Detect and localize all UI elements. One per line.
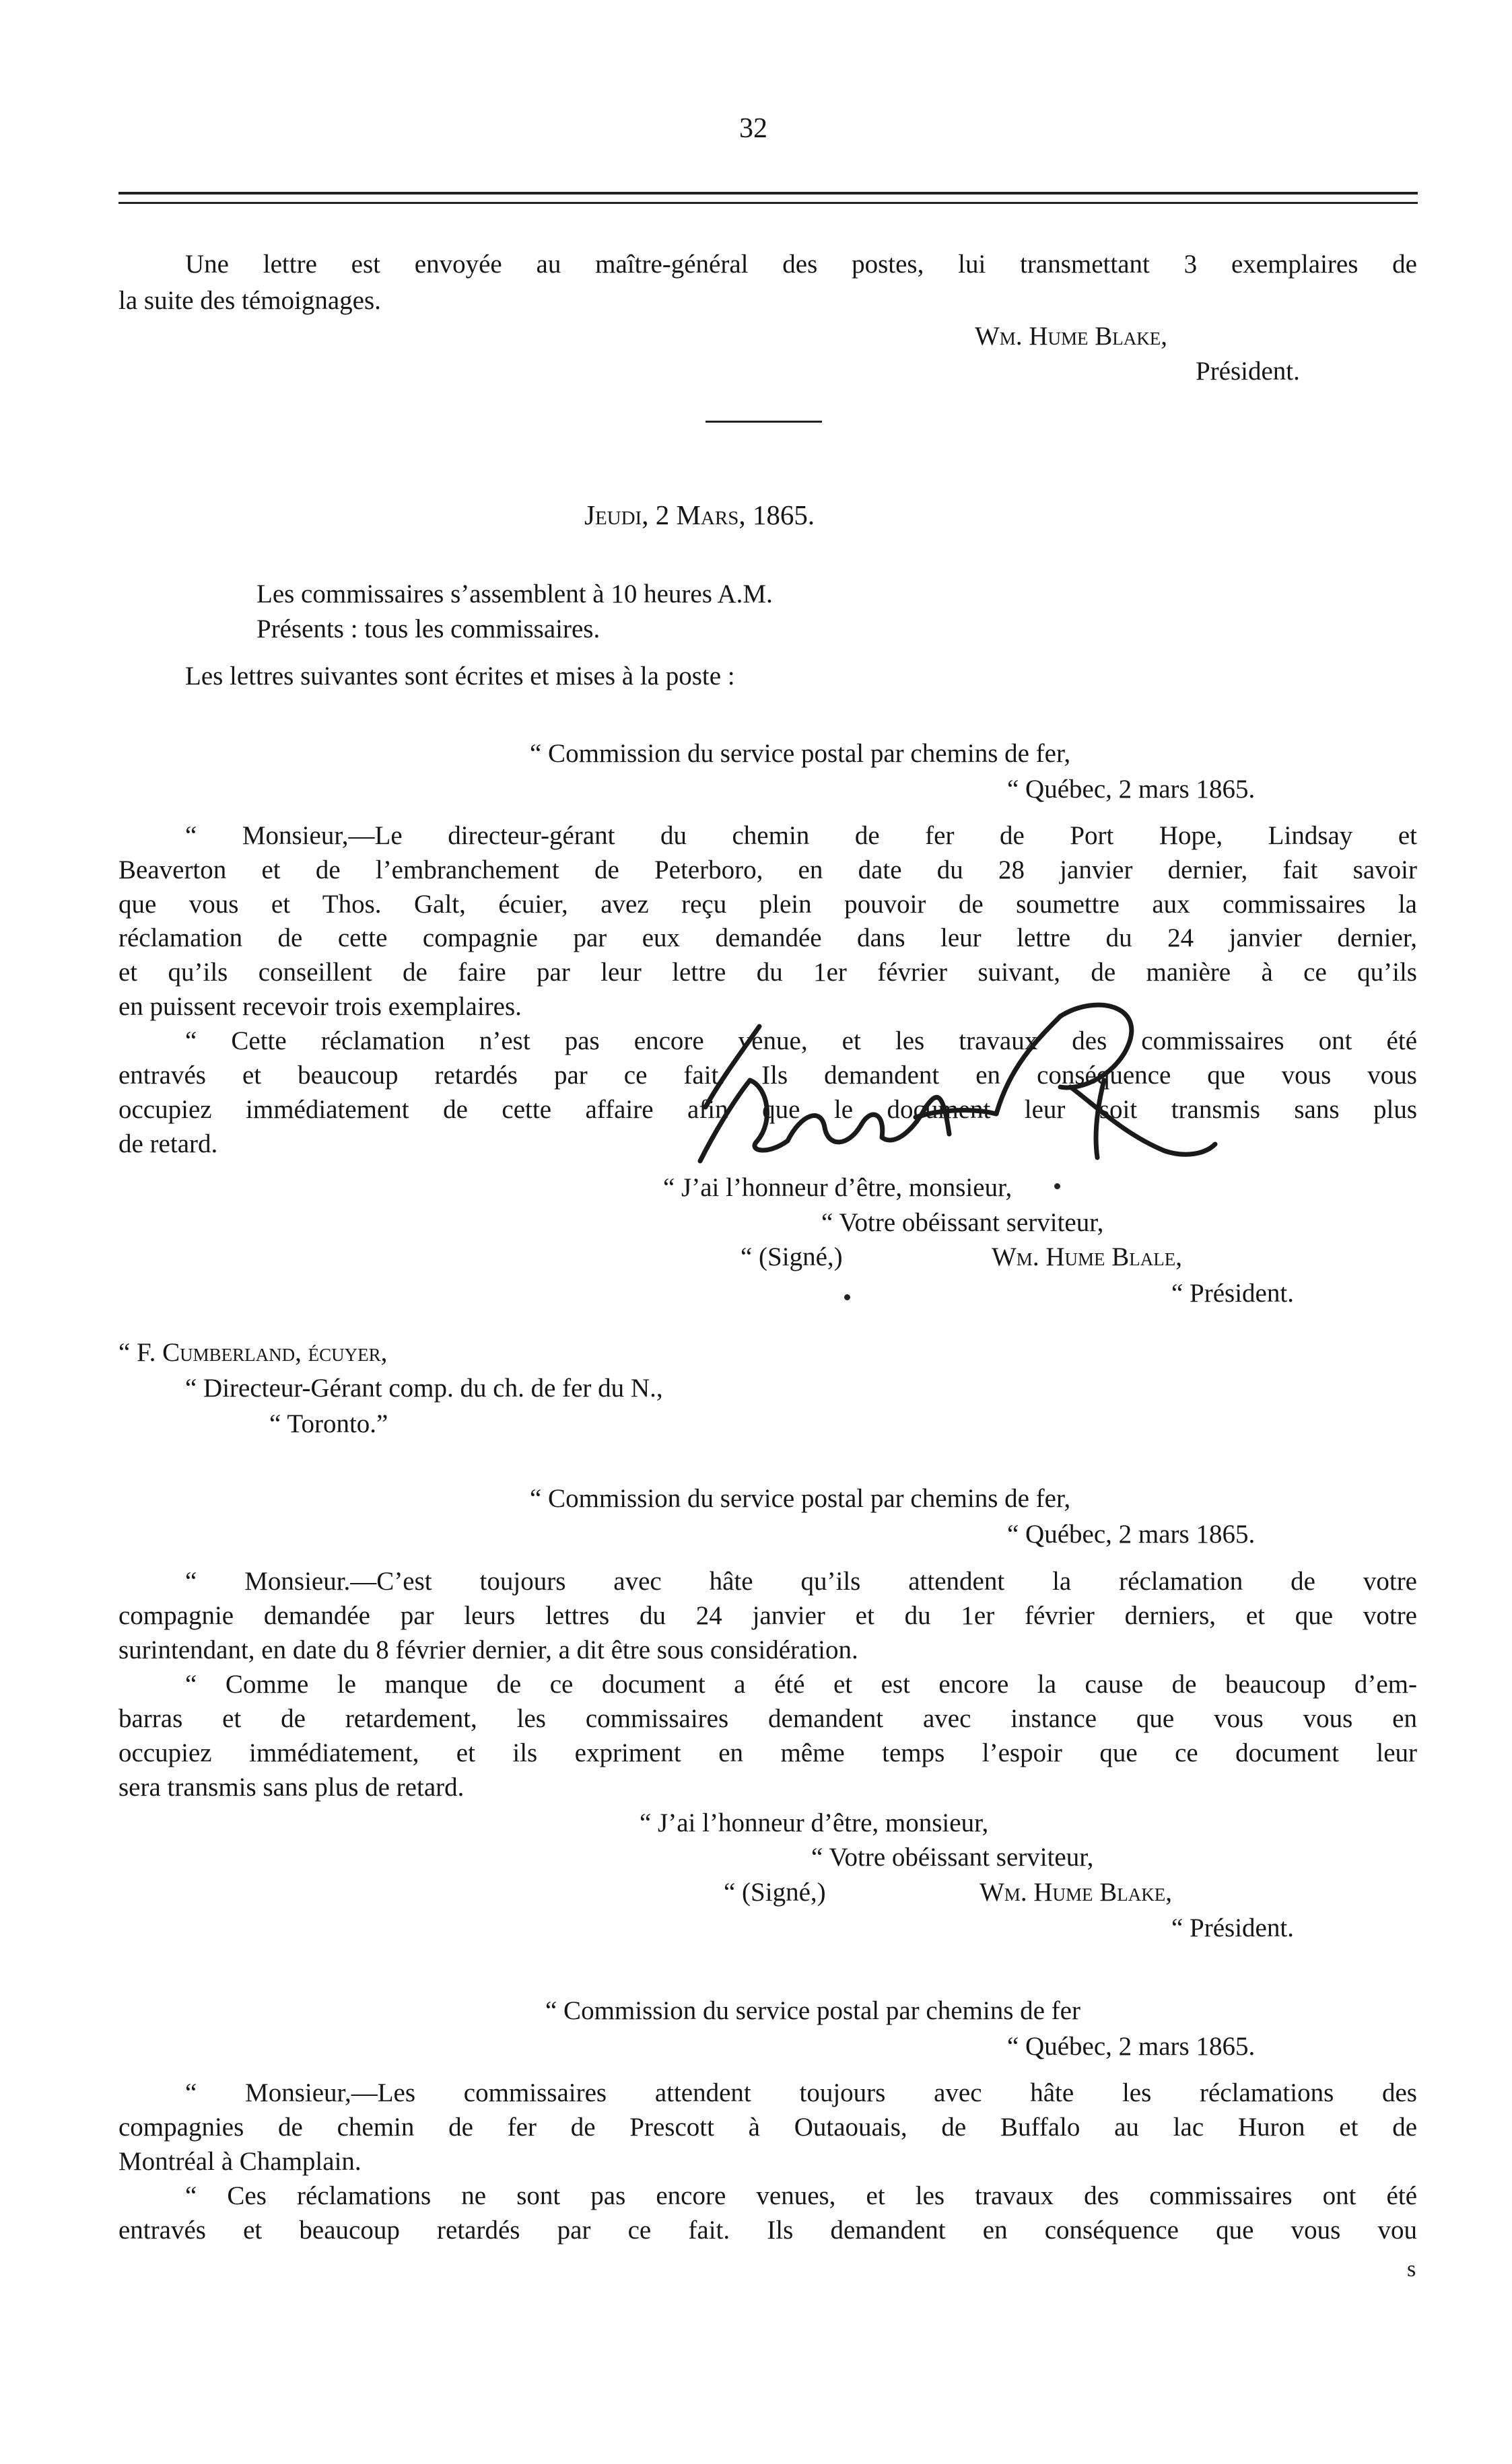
session-date-heading: Jeudi, 2 Mars, 1865. [584, 499, 815, 530]
letter-header: “ Commission du service postal par chemins de fer, [530, 1484, 1071, 1513]
letter-body-line: entravés et beaucoup retardés par ce fait. Ils demandent en conséquence que vous vous [118, 1061, 1417, 1090]
letter-body-line: barras et de retardement, les commissaires demandent avec instance que vous vous en [118, 1704, 1417, 1733]
letter-header: “ Commission du service postal par chemins de fer [545, 1996, 1080, 2025]
letter-body-line: que vous et Thos. Galt, écuier, avez reçu plein pouvoir de soumettre aux commissaires la [118, 890, 1417, 919]
letter-body-line: “ Comme le manque de ce document a été et est encore la cause de beaucoup d’em- [185, 1670, 1417, 1699]
session-line: Les lettres suivantes sont écrites et mises à la poste : [185, 662, 735, 691]
letter-body-line: “ Monsieur,—Le directeur-gérant du chemin de fer de Port Hope, Lindsay et [185, 821, 1417, 850]
top-note-role: Président. [1196, 357, 1300, 386]
letter-signer: Wm. Hume Blake, [980, 1878, 1172, 1907]
top-note-line: Une lettre est envoyée au maître-général des postes, lui transmettant 3 exemplaires de [185, 250, 1417, 279]
page-number: 32 [739, 113, 767, 144]
letter-closing: “ Votre obéissant serviteur, [821, 1208, 1104, 1237]
letter-body-line: de retard. [118, 1129, 218, 1158]
ink-speck [844, 1294, 850, 1300]
top-note-signer: Wm. Hume Blake, [975, 322, 1167, 351]
catchword: s [1407, 2257, 1416, 2282]
letter-body-line: surintendant, en date du 8 février dernier, a dit être sous considération. [118, 1635, 858, 1664]
address-line: “ F. Cumberland, écuyer, [118, 1338, 388, 1367]
letter-body-line: entravés et beaucoup retardés par ce fait. Ils demandent en conséquence que vous vou [118, 2216, 1417, 2245]
letter-body-line: en puissent recevoir trois exemplaires. [118, 992, 522, 1021]
letter-signer: Wm. Hume Blale, [992, 1242, 1182, 1271]
header-rule-top [118, 192, 1418, 195]
address-line: “ Toronto.” [269, 1409, 388, 1438]
letter-role: “ Président. [1171, 1913, 1294, 1942]
session-line: Présents : tous les commissaires. [256, 614, 600, 643]
address-line: “ Directeur-Gérant comp. du ch. de fer du N., [185, 1374, 663, 1403]
letter-body-line: réclamation de cette compagnie par eux demandée dans leur lettre du 24 janvier dernier, [118, 923, 1417, 952]
letter-closing: “ Votre obéissant serviteur, [811, 1843, 1094, 1872]
letter-role: “ Président. [1171, 1279, 1294, 1308]
letter-body-line: occupiez immédiatement de cette affaire afin que le document leur soit transmis sans plus [118, 1095, 1417, 1124]
letter-body-line: “ Cette réclamation n’est pas encore venue, et les travaux des commissaires ont été [185, 1026, 1417, 1055]
letter-body-line: “ Ces réclamations ne sont pas encore venues, et les travaux des commissaires ont été [185, 2181, 1417, 2210]
letter-body-line: “ Monsieur.—C’est toujours avec hâte qu’ils attendent la réclamation de votre [185, 1567, 1417, 1596]
letter-date: “ Québec, 2 mars 1865. [1007, 2032, 1256, 2061]
letter-signed: “ (Signé,) [741, 1242, 843, 1271]
letter-body-line: “ Monsieur,—Les commissaires attendent toujours avec hâte les réclamations des [185, 2078, 1417, 2107]
ink-speck [1054, 1183, 1060, 1189]
letter-closing: “ J’ai l’honneur d’être, monsieur, [640, 1808, 989, 1837]
letter-body-line: compagnie demandée par leurs lettres du 24 janvier et du 1er février derniers, et que votre [118, 1601, 1417, 1630]
session-line: Les commissaires s’assemblent à 10 heures A.M. [256, 579, 773, 608]
header-rule-bottom [118, 202, 1418, 204]
letter-body-line: Montréal à Champlain. [118, 2147, 362, 2176]
letter-signed: “ (Signé,) [724, 1878, 826, 1907]
letter-closing: “ J’ai l’honneur d’être, monsieur, [663, 1173, 1012, 1202]
letter-date: “ Québec, 2 mars 1865. [1007, 775, 1256, 804]
letter-body-line: sera transmis sans plus de retard. [118, 1773, 465, 1802]
top-note-line: la suite des témoignages. [118, 286, 381, 315]
letter-body-line: compagnies de chemin de fer de Prescott à Outaouais, de Buffalo au lac Huron et de [118, 2113, 1417, 2142]
letter-body-line: occupiez immédiatement, et ils expriment en même temps l’espoir que ce document leur [118, 1738, 1417, 1767]
section-divider [706, 421, 822, 423]
letter-body-line: et qu’ils conseillent de faire par leur lettre du 1er février suivant, de manière à ce qu’ils [118, 958, 1417, 987]
letter-body-line: Beaverton et de l’embranchement de Peterboro, en date du 28 janvier dernier, fait savoir [118, 855, 1417, 884]
letter-date: “ Québec, 2 mars 1865. [1007, 1520, 1256, 1549]
letter-header: “ Commission du service postal par chemins de fer, [530, 739, 1071, 768]
